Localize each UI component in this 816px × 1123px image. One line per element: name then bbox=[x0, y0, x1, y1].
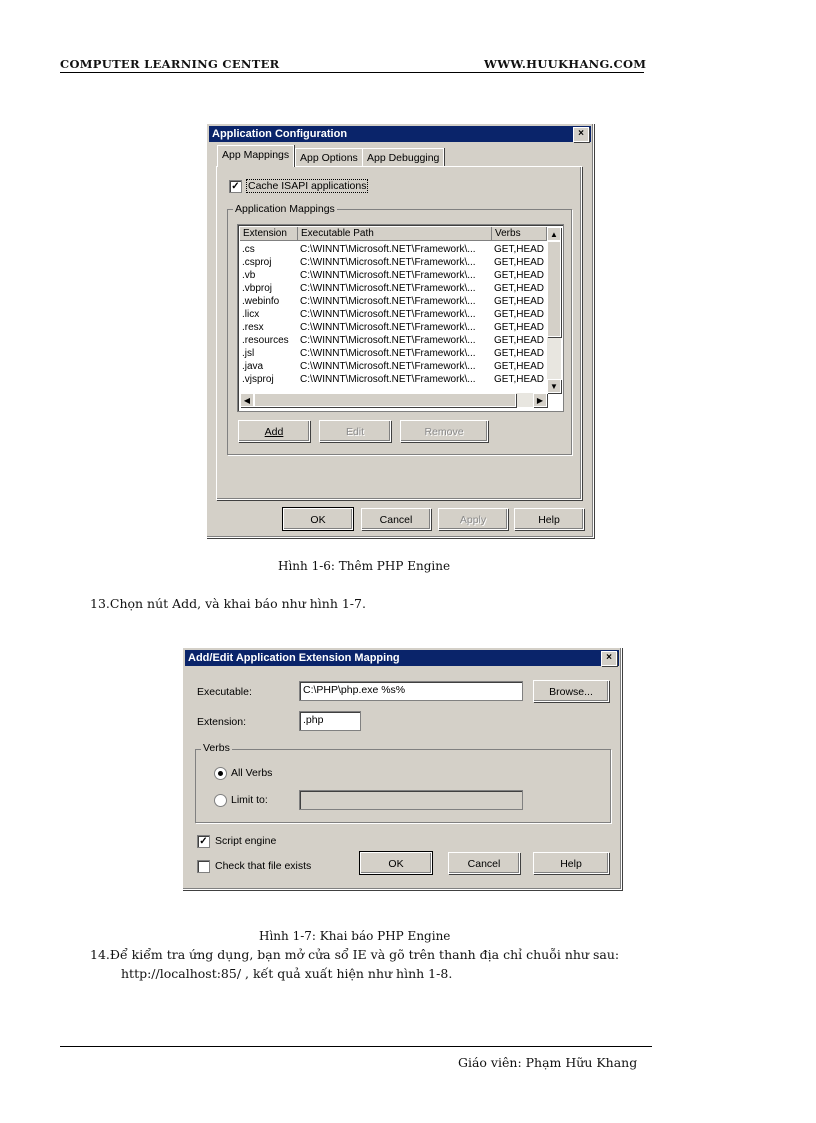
dialog-title-bar bbox=[185, 650, 619, 666]
dialog-title: Add/Edit Application Extension Mapping bbox=[188, 652, 400, 664]
application-configuration-dialog bbox=[206, 123, 594, 538]
extension-label: Extension: bbox=[197, 716, 247, 728]
add-edit-extension-mapping-dialog bbox=[182, 647, 622, 890]
tab-app-debugging[interactable]: App Debugging bbox=[362, 148, 444, 166]
edit-button[interactable]: Edit bbox=[319, 420, 391, 442]
cell-verbs: GET,HEAD bbox=[494, 322, 545, 333]
cell-verbs: GET,HEAD bbox=[494, 335, 545, 346]
cell-path: C:\WINNT\Microsoft.NET\Framework\... bbox=[300, 361, 476, 372]
tab-app-mappings[interactable]: App Mappings bbox=[217, 145, 294, 167]
scroll-h-thumb[interactable] bbox=[254, 393, 516, 407]
table-row[interactable] bbox=[240, 308, 547, 321]
ok-button[interactable]: OK bbox=[360, 852, 432, 874]
cell-ext: .cs bbox=[242, 244, 255, 255]
cell-verbs: GET,HEAD bbox=[494, 374, 545, 385]
cancel-button[interactable]: Cancel bbox=[361, 508, 431, 530]
apply-button[interactable]: Apply bbox=[438, 508, 508, 530]
check-file-exists-label: Check that file exists bbox=[215, 860, 312, 872]
executable-field[interactable]: C:\PHP\php.exe %s% bbox=[299, 681, 523, 701]
cache-isapi-checkbox[interactable]: ✓ bbox=[229, 180, 242, 193]
script-engine-checkbox[interactable]: ✓ bbox=[197, 835, 210, 848]
cell-path: C:\WINNT\Microsoft.NET\Framework\... bbox=[300, 270, 476, 281]
cell-ext: .resx bbox=[242, 322, 264, 333]
cell-ext: .resources bbox=[242, 335, 289, 346]
cell-ext: .vbproj bbox=[242, 283, 273, 294]
cell-verbs: GET,HEAD bbox=[494, 257, 545, 268]
cell-path: C:\WINNT\Microsoft.NET\Framework\... bbox=[300, 322, 476, 333]
step-14-text-line2: http://localhost:85/ , kết quả xuất hiện như hình 1-8. bbox=[121, 966, 453, 981]
cell-ext: .webinfo bbox=[242, 296, 280, 307]
table-row[interactable] bbox=[240, 243, 547, 256]
cell-path: C:\WINNT\Microsoft.NET\Framework\... bbox=[300, 257, 476, 268]
all-verbs-label: All Verbs bbox=[231, 767, 273, 779]
cell-path: C:\WINNT\Microsoft.NET\Framework\... bbox=[300, 283, 476, 294]
cell-verbs: GET,HEAD bbox=[494, 244, 545, 255]
cell-path: C:\WINNT\Microsoft.NET\Framework\... bbox=[300, 244, 476, 255]
column-header-verbs[interactable]: Verbs bbox=[492, 227, 547, 241]
cell-path: C:\WINNT\Microsoft.NET\Framework\... bbox=[300, 309, 476, 320]
cell-path: C:\WINNT\Microsoft.NET\Framework\... bbox=[300, 335, 476, 346]
table-row[interactable] bbox=[240, 269, 547, 282]
limit-to-radio[interactable] bbox=[214, 794, 227, 807]
cell-ext: .licx bbox=[242, 309, 260, 320]
limit-to-field[interactable] bbox=[299, 790, 523, 810]
ok-button[interactable]: OK bbox=[283, 508, 353, 530]
footer-teacher: Giáo viên: Phạm Hữu Khang bbox=[458, 1055, 638, 1070]
scroll-thumb[interactable] bbox=[547, 241, 561, 337]
cell-verbs: GET,HEAD bbox=[494, 348, 545, 359]
script-engine-label: Script engine bbox=[215, 835, 277, 847]
footer-rule bbox=[60, 1046, 652, 1047]
cell-verbs: GET,HEAD bbox=[494, 270, 545, 281]
browse-button[interactable]: Browse... bbox=[533, 680, 609, 702]
cell-ext: .csproj bbox=[242, 257, 272, 268]
add-button[interactable]: Add bbox=[238, 420, 310, 442]
application-mappings-label: Application Mappings bbox=[235, 203, 335, 215]
help-button[interactable]: Help bbox=[533, 852, 609, 874]
cancel-button[interactable]: Cancel bbox=[448, 852, 520, 874]
mappings-list[interactable] bbox=[237, 224, 564, 412]
table-row[interactable] bbox=[240, 347, 547, 360]
cell-verbs: GET,HEAD bbox=[494, 361, 545, 372]
cell-verbs: GET,HEAD bbox=[494, 309, 545, 320]
executable-label: Executable: bbox=[197, 686, 252, 698]
table-row[interactable] bbox=[240, 256, 547, 269]
cell-path: C:\WINNT\Microsoft.NET\Framework\... bbox=[300, 348, 476, 359]
scroll-down-icon[interactable]: ▼ bbox=[547, 379, 561, 393]
all-verbs-radio[interactable] bbox=[214, 767, 227, 780]
extension-field[interactable]: .php bbox=[299, 711, 361, 731]
cell-ext: .jsl bbox=[242, 348, 255, 359]
table-row[interactable] bbox=[240, 282, 547, 295]
tab-app-options[interactable]: App Options bbox=[295, 148, 363, 166]
table-row[interactable] bbox=[240, 295, 547, 308]
header-right: WWW.HUUKHANG.COM bbox=[484, 57, 647, 71]
dialog-title: Application Configuration bbox=[212, 128, 348, 140]
verbs-group bbox=[195, 749, 611, 823]
dialog-title-bar bbox=[209, 126, 591, 142]
scroll-left-icon[interactable]: ◀ bbox=[240, 393, 254, 407]
cell-ext: .vjsproj bbox=[242, 374, 274, 385]
column-header-executable-path[interactable]: Executable Path bbox=[298, 227, 492, 241]
cell-path: C:\WINNT\Microsoft.NET\Framework\... bbox=[300, 296, 476, 307]
table-row[interactable] bbox=[240, 321, 547, 334]
cell-verbs: GET,HEAD bbox=[494, 296, 545, 307]
table-row[interactable] bbox=[240, 373, 547, 386]
cache-isapi-label: Cache ISAPI applications bbox=[248, 180, 367, 192]
table-row[interactable] bbox=[240, 334, 547, 347]
cell-ext: .java bbox=[242, 361, 264, 372]
header-rule bbox=[60, 72, 644, 73]
figure-caption-1-7: Hình 1-7: Khai báo PHP Engine bbox=[259, 929, 451, 943]
verbs-group-label: Verbs bbox=[203, 742, 230, 754]
column-header-extension[interactable]: Extension bbox=[240, 227, 298, 241]
close-icon[interactable]: × bbox=[601, 651, 617, 666]
remove-button[interactable]: Remove bbox=[400, 420, 488, 442]
scroll-right-icon[interactable]: ▶ bbox=[533, 393, 547, 407]
header-left: COMPUTER LEARNING CENTER bbox=[60, 57, 280, 71]
cell-path: C:\WINNT\Microsoft.NET\Framework\... bbox=[300, 374, 476, 385]
figure-caption-1-6: Hình 1-6: Thêm PHP Engine bbox=[278, 559, 451, 573]
step-14-text-line1: 14.Để kiểm tra ứng dụng, bạn mở cửa sổ IE và gõ trên thanh địa chỉ chuỗi như sau: bbox=[90, 947, 620, 962]
cell-ext: .vb bbox=[242, 270, 256, 281]
help-button[interactable]: Help bbox=[514, 508, 584, 530]
step-13-text: 13.Chọn nút Add, và khai báo như hình 1-7. bbox=[90, 596, 366, 611]
table-row[interactable] bbox=[240, 360, 547, 373]
close-icon[interactable]: × bbox=[573, 127, 589, 142]
cell-verbs: GET,HEAD bbox=[494, 283, 545, 294]
check-file-exists-checkbox[interactable] bbox=[197, 860, 210, 873]
scroll-up-icon[interactable]: ▲ bbox=[547, 227, 561, 241]
limit-to-label: Limit to: bbox=[231, 794, 268, 806]
